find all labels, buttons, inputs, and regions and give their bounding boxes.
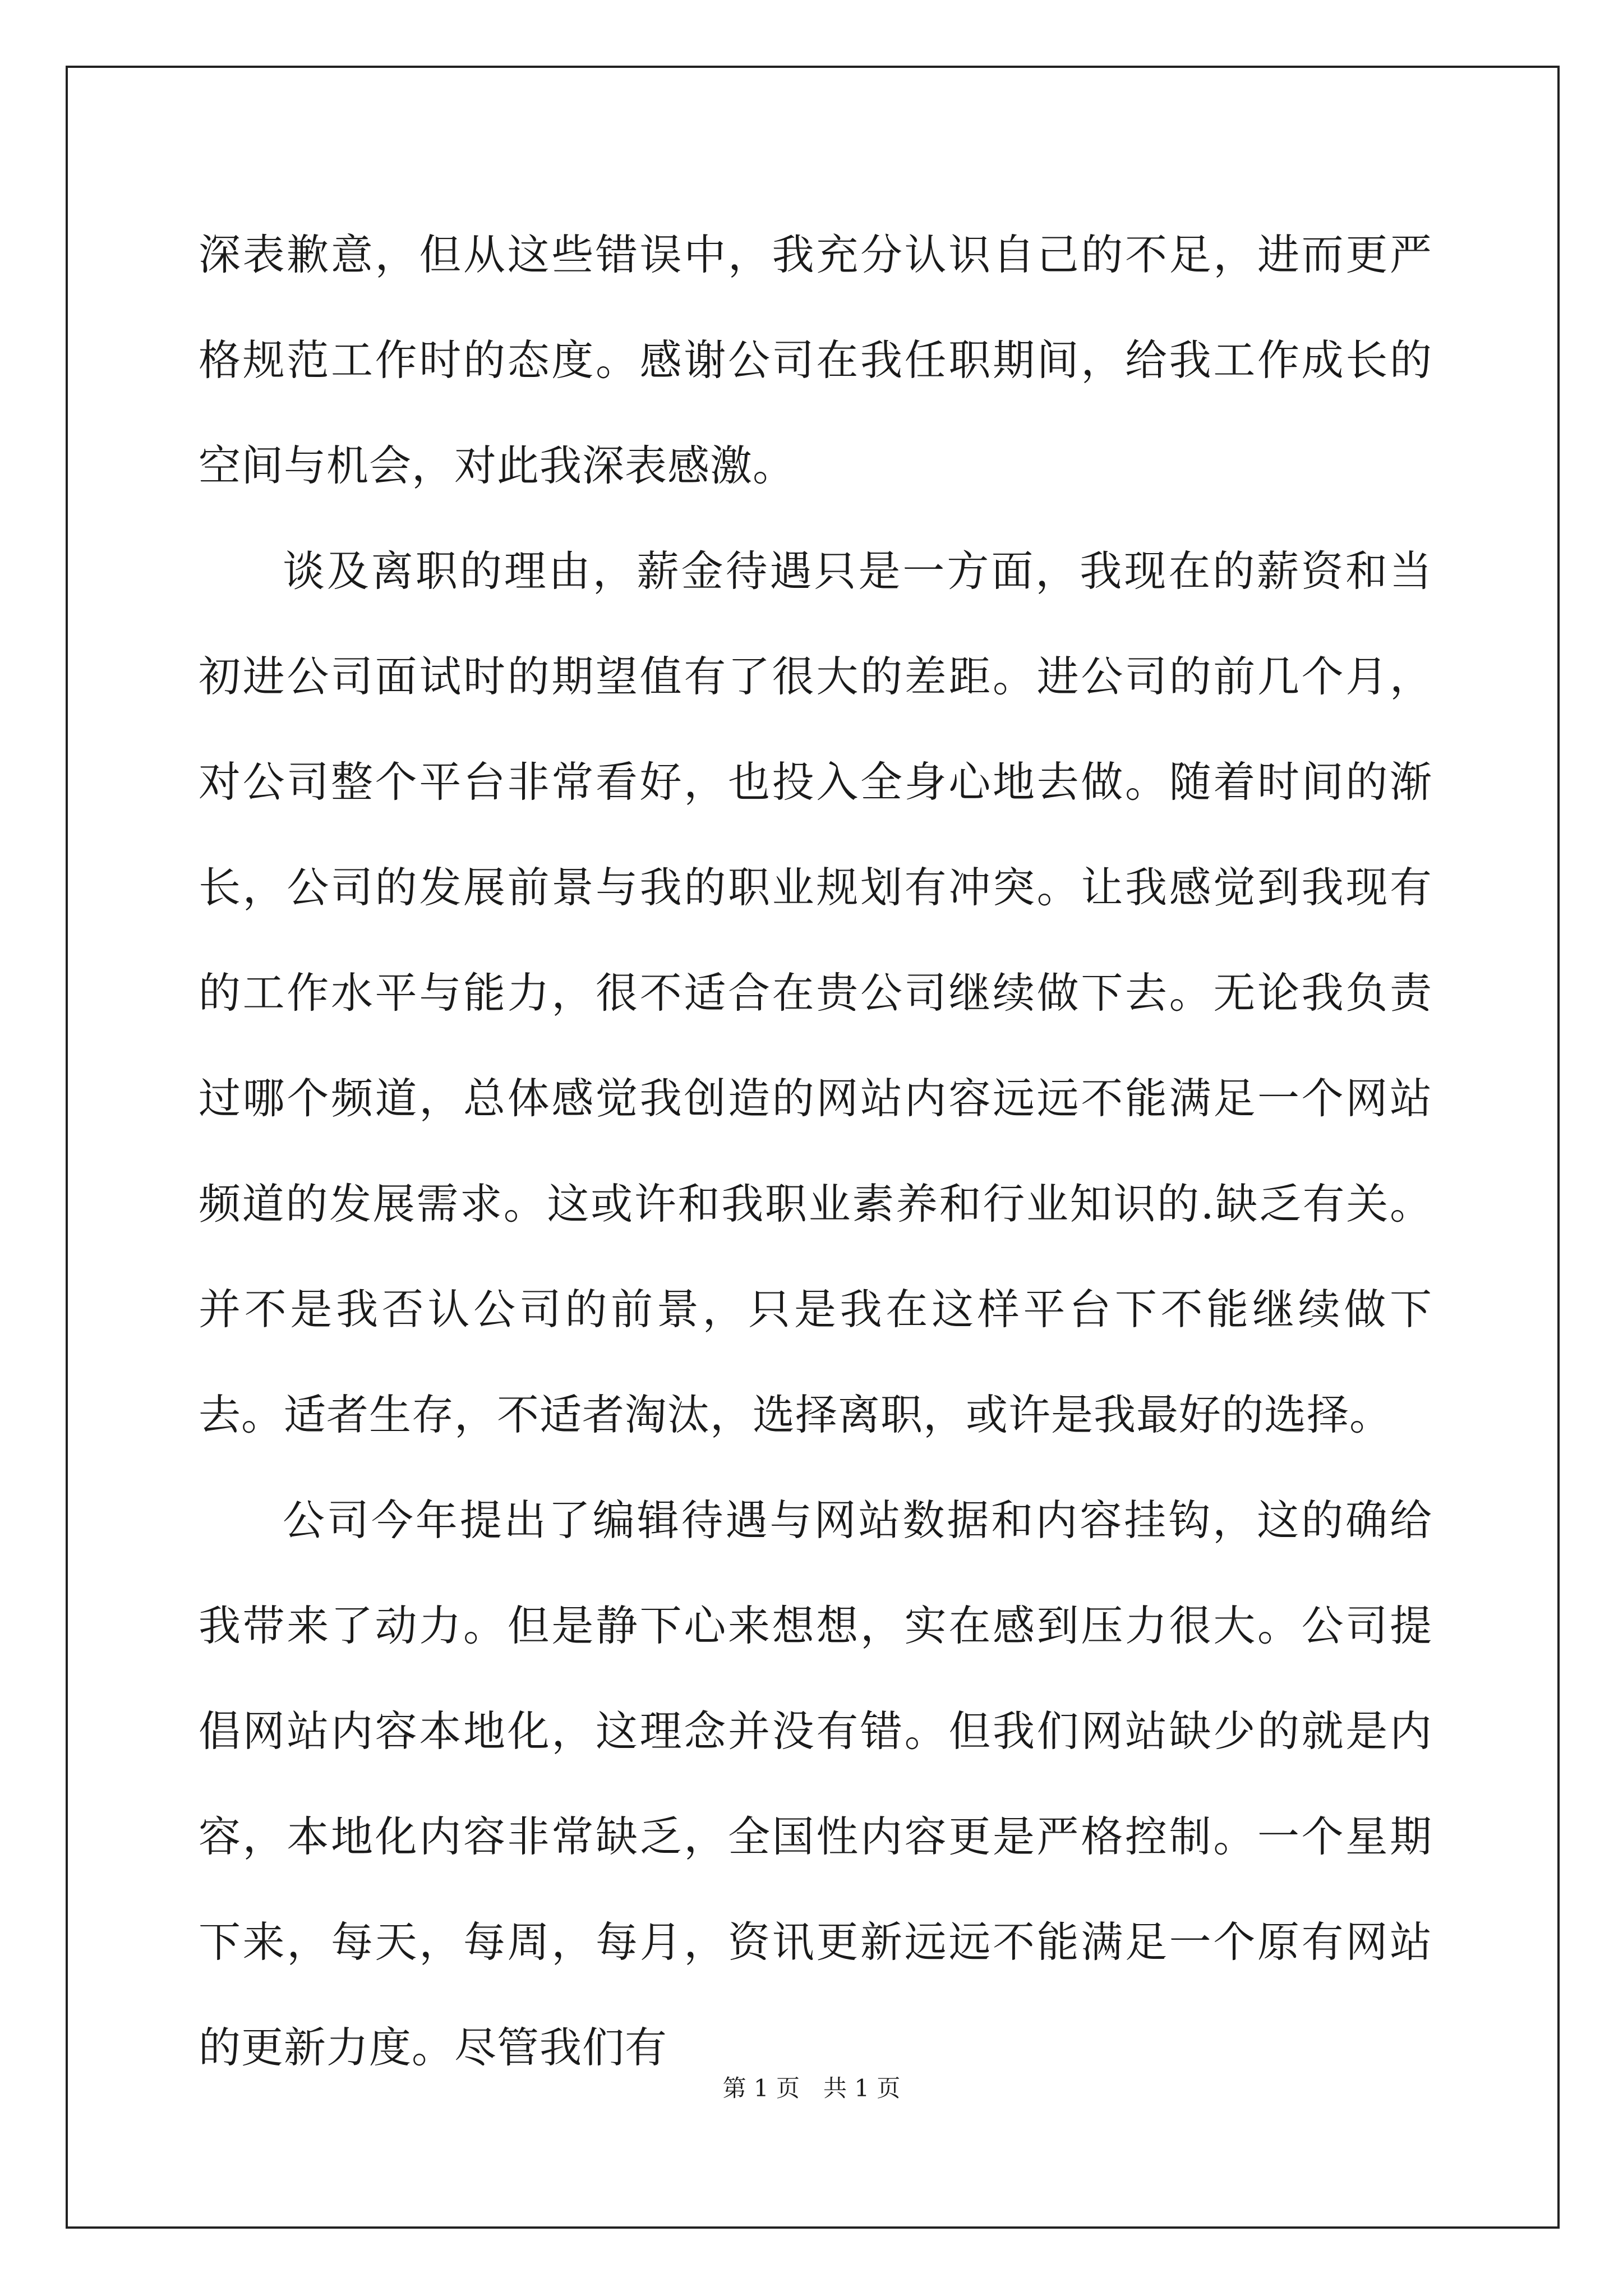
paragraph-2: 谈及离职的理由，薪金待遇只是一方面，我现在的薪资和当初进公司面试时的期望值有了很大的差距。进公司的前几个月，对公司整个平台非常看好，也投入全身心地去做。随着时间的渐长，公司的发展前景与我的职业规划有冲突。让我感觉到我现有的工作水平与能力，很不适合在贵公司继续做下去。无论我负责过哪个频道，总体感觉我创造的网站内容远远不能满足一个网站频道的发展需求。这或许和我职业素养和行业知识的.缺乏有关。并不是我否认公司的前景，只是我在这样平台下不能继续做下去。适者生存，不适者淘汰，选择离职，或许是我最好的选择。	[199, 546, 1432, 1439]
page-footer: 第 1 页 共 1 页	[722, 2074, 901, 2102]
document-body	[199, 202, 1432, 2100]
paragraph-1: 深表歉意，但从这些错误中，我充分认识自己的不足，进而更严格规范工作时的态度。感谢公司在我任职期间，给我工作成长的空间与机会，对此我深表感激。	[199, 230, 1432, 490]
paragraph-3: 公司今年提出了编辑待遇与网站数据和内容挂钩，这的确给我带来了动力。但是静下心来想想，实在感到压力很大。公司提倡网站内容本地化，这理念并没有错。但我们网站缺少的就是内容，本地化内容非常缺乏，全国性内容更是严格控制。一个星期下来，每天，每周，每月，资讯更新远远不能满足一个原有网站的更新力度。尽管我们有	[199, 1496, 1432, 2072]
